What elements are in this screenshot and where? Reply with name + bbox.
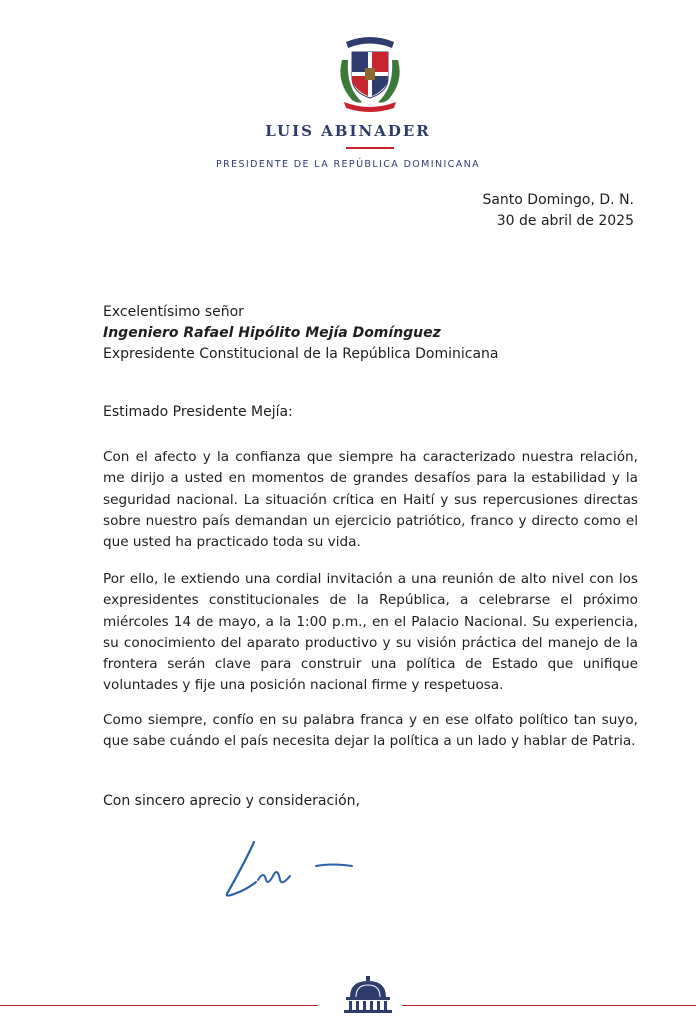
footer-rule-left: [0, 1005, 318, 1006]
coat-of-arms-icon: [332, 30, 408, 112]
addressee-name: Ingeniero Rafael Hipólito Mejía Domínguez: [103, 325, 441, 341]
letterhead-name: LUIS ABINADER: [265, 122, 431, 140]
palace-dome-icon: [340, 975, 396, 1015]
closing: Con sincero aprecio y consideración,: [103, 793, 360, 809]
addressee-block: [103, 302, 643, 365]
dateline: [482, 190, 634, 232]
letterhead-divider: [346, 147, 394, 149]
dateline-place: Santo Domingo, D. N.: [482, 192, 634, 208]
addressee-title: Expresidente Constitucional de la República Dominicana: [103, 346, 499, 362]
body-paragraph-3: Como siempre, confío en su palabra franca y en ese olfato político tan suyo, que sabe cuándo el país necesita dejar la política a un lado y hablar de Patria.: [103, 712, 638, 750]
body-paragraph-2: Por ello, le extiendo una cordial invitación a una reunión de alto nivel con los expresidentes constitucionales de la República, a celebrarse el próximo miércoles 14 de mayo, a la 1:00 p.m., en el Palacio Nacional. Su experiencia, su conocimiento del aparato productivo y su visión práctica del manejo de la frontera serán clave para construir una política de Estado que unifique voluntades y fije una posición nacional firme y respetuosa.: [103, 571, 638, 694]
letterhead-office: PRESIDENTE DE LA REPÚBLICA DOMINICANA: [215, 159, 481, 170]
body-paragraph-1: Con el afecto y la confianza que siempre ha caracterizado nuestra relación, me dirijo a usted en momentos de grandes desafíos para la estabilidad y la seguridad nacional. La situación crítica en Haití y sus repercusiones directas sobre nuestro país demandan un ejercicio patriótico, franco y directo como el que usted ha practicado toda su vida.: [103, 449, 638, 551]
salutation: Estimado Presidente Mejía:: [103, 404, 293, 420]
dateline-date: 30 de abril de 2025: [496, 213, 634, 229]
addressee-honorific: Excelentísimo señor: [103, 304, 244, 320]
footer-rule-right: [402, 1005, 696, 1006]
signature-icon: [206, 836, 366, 902]
